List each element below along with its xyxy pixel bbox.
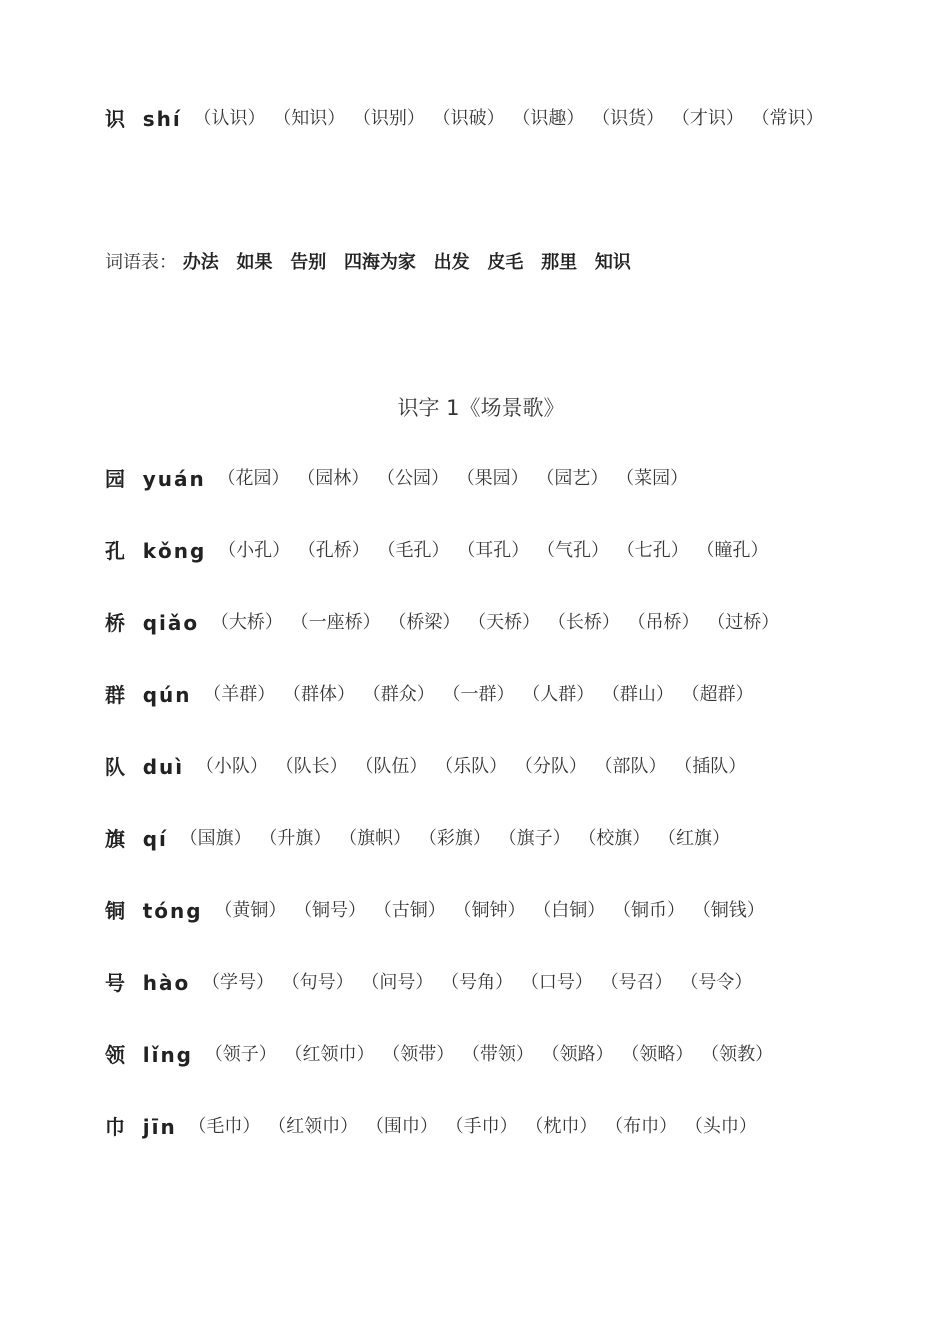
entry-words xyxy=(217,464,690,494)
word-item: （头巾） xyxy=(684,1116,757,1137)
word-item: （识趣） xyxy=(512,108,585,129)
word-item: （号令） xyxy=(680,972,753,993)
word-item: （毛巾） xyxy=(188,1116,261,1137)
vocab-word: 那里 xyxy=(541,252,578,273)
word-item: （红领巾） xyxy=(284,1044,375,1065)
word-item: （毛孔） xyxy=(377,540,450,561)
entry-row xyxy=(105,824,732,854)
word-item: （人群） xyxy=(522,684,595,705)
entry-row xyxy=(105,752,748,782)
word-item: （领路） xyxy=(541,1044,614,1065)
word-item: （校旗） xyxy=(578,828,651,849)
word-item: （耳孔） xyxy=(457,540,530,561)
word-item: （黄铜） xyxy=(214,900,287,921)
word-item: （布巾） xyxy=(605,1116,678,1137)
entry-pinyin: hào xyxy=(142,971,191,995)
word-item: （枕巾） xyxy=(525,1116,598,1137)
entry-row xyxy=(105,968,754,998)
word-item: （问号） xyxy=(361,972,434,993)
entry-shi xyxy=(105,104,826,134)
entry-char: 识 xyxy=(105,107,125,131)
word-item: （乐队） xyxy=(435,756,508,777)
word-item: （领略） xyxy=(621,1044,694,1065)
entry-char: 领 xyxy=(105,1043,125,1067)
entry-row xyxy=(105,464,690,494)
word-item: （羊群） xyxy=(203,684,276,705)
word-item: （插队） xyxy=(674,756,747,777)
word-item: （学号） xyxy=(201,972,274,993)
vocab-word: 告别 xyxy=(290,252,327,273)
word-item: （才识） xyxy=(671,108,744,129)
entry-char: 旗 xyxy=(105,827,125,851)
entry-row xyxy=(105,536,770,566)
word-item: （孔桥） xyxy=(297,540,370,561)
entry-words xyxy=(188,1112,758,1142)
word-item: （红领巾） xyxy=(268,1116,359,1137)
word-item: （群体） xyxy=(283,684,355,705)
word-item: （大桥） xyxy=(210,612,283,633)
word-item: （铜钱） xyxy=(692,900,765,921)
word-item: （园林） xyxy=(297,468,370,489)
entry-pinyin: tóng xyxy=(142,899,203,923)
word-item: （铜钟） xyxy=(453,900,526,921)
entry-char: 园 xyxy=(105,467,125,491)
entry-pinyin: lǐng xyxy=(142,1043,193,1067)
entry-row xyxy=(105,1112,759,1142)
word-item: （口号） xyxy=(520,972,593,993)
word-item: （白铜） xyxy=(533,900,606,921)
entry-pinyin: qí xyxy=(142,827,168,851)
word-item: （队伍） xyxy=(355,756,428,777)
word-item: （园艺） xyxy=(536,468,609,489)
word-item: （小孔） xyxy=(218,540,291,561)
entry-char: 群 xyxy=(105,683,125,707)
entry-char: 巾 xyxy=(105,1115,125,1139)
entry-row xyxy=(105,608,781,638)
word-item: （天桥） xyxy=(468,612,541,633)
vocab-word: 如果 xyxy=(236,252,273,273)
word-item: （部队） xyxy=(594,756,667,777)
word-item: （国旗） xyxy=(179,828,252,849)
entry-words xyxy=(214,896,766,926)
word-item: （知识） xyxy=(273,108,346,129)
entry-pinyin: duì xyxy=(142,755,185,779)
lesson-title: 识字 1《场景歌》 xyxy=(397,396,565,420)
entry-words xyxy=(203,680,755,710)
entry-words xyxy=(211,608,781,638)
word-item: （花园） xyxy=(217,468,290,489)
word-item: （铜币） xyxy=(613,900,685,921)
word-item: （公园） xyxy=(376,468,449,489)
entry-pinyin: jīn xyxy=(142,1115,177,1139)
word-item: （气孔） xyxy=(537,540,610,561)
entry-words xyxy=(196,752,748,782)
entry-char: 桥 xyxy=(105,611,125,635)
word-item: （领带） xyxy=(382,1044,455,1065)
word-item: （常识） xyxy=(751,108,824,129)
word-item: （手巾） xyxy=(445,1116,518,1137)
word-item: （菜园） xyxy=(616,468,689,489)
entry-pinyin: kǒng xyxy=(142,539,207,563)
word-item: （识破） xyxy=(432,108,505,129)
word-item: （识别） xyxy=(352,108,425,129)
word-item: （小队） xyxy=(195,756,268,777)
word-item: （长桥） xyxy=(547,612,620,633)
word-item: （一群） xyxy=(442,684,515,705)
vocab-word: 办法 xyxy=(182,252,219,273)
word-item: （七孔） xyxy=(616,540,689,561)
vocab-word: 皮毛 xyxy=(487,252,524,273)
entry-words xyxy=(202,968,754,998)
entry-char: 号 xyxy=(105,971,125,995)
word-item: （红旗） xyxy=(658,828,731,849)
entry-char: 队 xyxy=(105,755,125,779)
vocab-words xyxy=(183,248,643,278)
word-item: （超群） xyxy=(681,684,754,705)
entry-pinyin: qiǎo xyxy=(142,611,200,635)
word-item: （升旗） xyxy=(259,828,332,849)
entry-words xyxy=(180,824,732,854)
entry-row xyxy=(105,896,767,926)
vocab-word: 四海为家 xyxy=(343,252,416,273)
entry-words xyxy=(218,536,770,566)
word-item: （领子） xyxy=(204,1044,277,1065)
word-item: （铜号） xyxy=(294,900,367,921)
word-item: （旗帜） xyxy=(339,828,412,849)
word-item: （群众） xyxy=(362,684,435,705)
word-item: （带领） xyxy=(461,1044,534,1065)
word-item: （吊桥） xyxy=(627,612,700,633)
entry-row xyxy=(105,1040,775,1070)
word-item: （分队） xyxy=(514,756,587,777)
word-item: （号角） xyxy=(441,972,514,993)
word-item: （号召） xyxy=(600,972,673,993)
entry-words xyxy=(205,1040,775,1070)
word-item: （瞳孔） xyxy=(696,540,769,561)
word-item: （一座桥） xyxy=(290,612,381,633)
vocab-word: 知识 xyxy=(594,252,631,273)
word-item: （群山） xyxy=(601,684,674,705)
word-item: （过桥） xyxy=(707,612,780,633)
word-item: （旗子） xyxy=(498,828,571,849)
vocab-word: 出发 xyxy=(433,252,470,273)
entry-pinyin: shí xyxy=(142,107,182,131)
entry-char: 铜 xyxy=(105,899,125,923)
vocab-list xyxy=(105,248,643,278)
word-item: （果园） xyxy=(456,468,529,489)
word-item: （句号） xyxy=(281,972,354,993)
entry-row xyxy=(105,680,756,710)
entry-pinyin: yuán xyxy=(142,467,206,491)
word-item: （认识） xyxy=(193,108,266,129)
word-item: （领教） xyxy=(701,1044,774,1065)
word-item: （桥梁） xyxy=(388,612,461,633)
word-item: （队长） xyxy=(275,756,348,777)
word-item: （古铜） xyxy=(373,900,446,921)
word-item: （围巾） xyxy=(365,1116,438,1137)
vocab-label: 词语表： xyxy=(105,252,177,273)
word-item: （识货） xyxy=(592,108,665,129)
entry-char: 孔 xyxy=(105,539,125,563)
entry-words xyxy=(193,104,825,134)
word-item: （彩旗） xyxy=(418,828,491,849)
entry-pinyin: qún xyxy=(142,683,192,707)
